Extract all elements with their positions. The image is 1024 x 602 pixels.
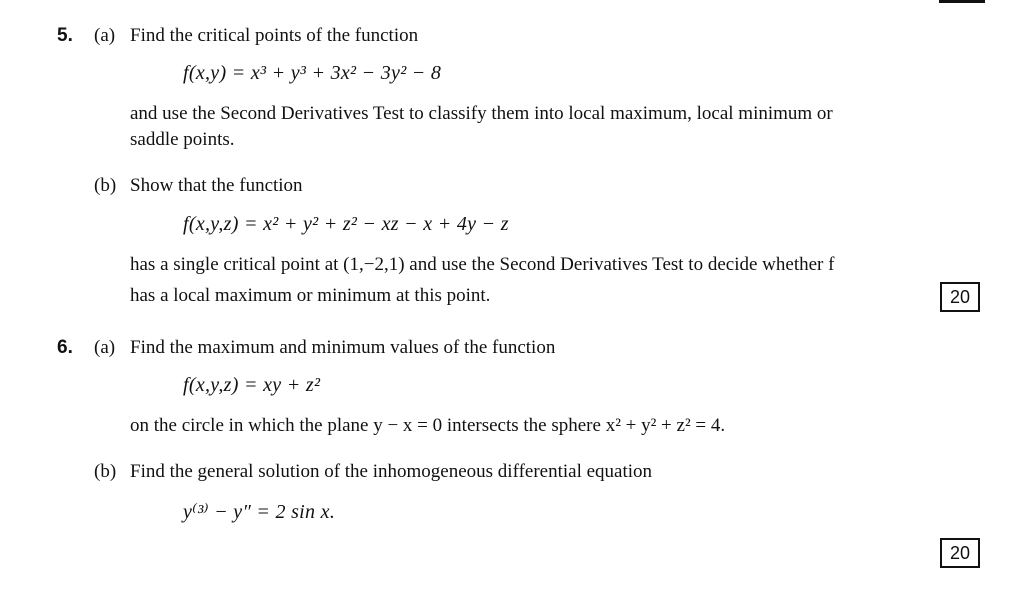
question-5-number: 5.: [57, 25, 73, 46]
question-6a-line1: on the circle in which the plane y − x = 0 intersects the sphere x² + y² + z² = 4.: [130, 415, 726, 436]
question-6b-intro: Find the general solution of the inhomogeneous differential equation: [130, 461, 653, 482]
question-6a-formula: f(x,y,z) = xy + z²: [183, 374, 321, 396]
question-5b-line1: has a single critical point at (1,−2,1) and use the Second Derivatives Test to decide whether f: [130, 254, 835, 275]
question-5b-intro: Show that the function: [130, 175, 303, 196]
question-6b-label: (b): [94, 461, 117, 482]
question-6-points-box: 20: [940, 538, 980, 568]
question-5a-formula: f(x,y) = x³ + y³ + 3x² − 3y² − 8: [183, 62, 442, 84]
question-5a-line2: saddle points.: [130, 129, 235, 150]
question-5b-line2: has a local maximum or minimum at this point.: [130, 285, 491, 306]
question-6-number: 6.: [57, 337, 73, 358]
question-5b-label: (b): [94, 175, 117, 196]
top-rule: [939, 0, 985, 3]
question-5a-line1: and use the Second Derivatives Test to classify them into local maximum, local minimum or: [130, 103, 833, 124]
question-5-points-box: 20: [940, 282, 980, 312]
question-6b-formula: y⁽³⁾ − y″ = 2 sin x.: [183, 501, 336, 523]
question-6a-intro: Find the maximum and minimum values of the function: [130, 337, 556, 358]
question-5b-formula: f(x,y,z) = x² + y² + z² − xz − x + 4y − z: [183, 213, 509, 235]
question-5a-label: (a): [94, 25, 116, 46]
question-5a-intro: Find the critical points of the function: [130, 25, 419, 46]
question-6a-label: (a): [94, 337, 116, 358]
